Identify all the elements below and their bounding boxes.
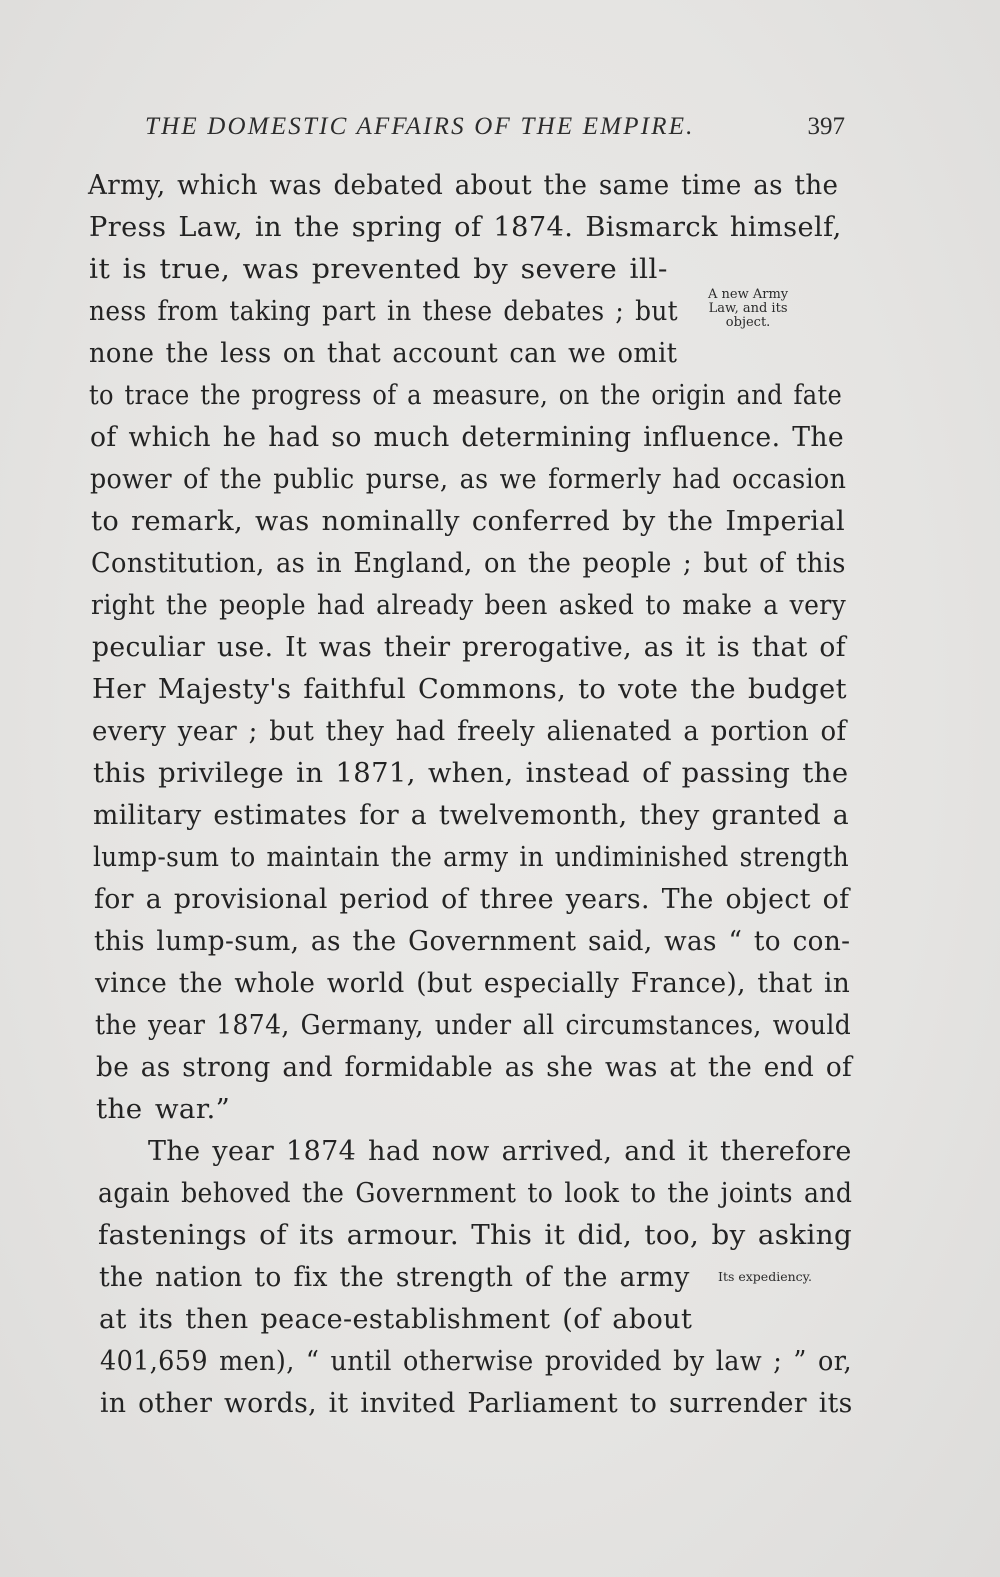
text-line: every year ; but they had freely alienated a portion of <box>92 715 847 747</box>
text-line: the nation to fix the strength of the army <box>99 1261 690 1293</box>
page-header <box>145 113 845 149</box>
text-line: lump-sum to maintain the army in undiminished strength <box>93 841 850 873</box>
text-line: Press Law, in the spring of 1874. Bismarck himself, <box>89 211 842 243</box>
text-line: vince the whole world (but especially France), that in <box>95 967 851 999</box>
text-line: Her Majesty's faithful Commons, to vote the budget <box>92 673 847 705</box>
text-line: in other words, it invited Parliament to surrender its <box>100 1387 853 1419</box>
text-line: Constitution, as in England, on the people ; but of this <box>91 547 846 579</box>
text-line: none the less on that account can we omit <box>89 337 678 369</box>
text-line: this privilege in 1871, when, instead of passing the <box>93 757 849 789</box>
text-line: peculiar use. It was their prerogative, as it is that of <box>92 631 847 663</box>
margin-note-expediency <box>718 1270 812 1284</box>
text-line: 401,659 men), “ until otherwise provided by law ; ” or, <box>100 1345 852 1377</box>
text-line: again behoved the Government to look to the joints and <box>98 1177 853 1209</box>
margin-note-line: Law, and its <box>708 301 788 316</box>
text-line: fastenings of its armour. This it did, too, by asking <box>98 1219 853 1251</box>
text-line: at its then peace-establishment (of about <box>99 1303 693 1335</box>
text-line: ness from taking part in these debates ; but <box>89 295 679 327</box>
text-line: this lump-sum, as the Government said, was “ to con- <box>94 925 851 957</box>
text-line: it is true, was prevented by severe ill- <box>89 253 668 285</box>
text-line: Army, which was debated about the same time as the <box>88 169 839 201</box>
margin-note-line: Its expediency. <box>718 1269 813 1284</box>
text-line: of which he had so much determining influence. The <box>90 421 845 453</box>
margin-note-new-army-law <box>708 288 788 330</box>
margin-note-line: A new Army <box>708 287 789 302</box>
page-number: 397 <box>807 113 845 140</box>
text-line: be as strong and formidable as she was at the end of <box>96 1051 853 1083</box>
text-line: the year 1874, Germany, under all circumstances, would <box>95 1009 852 1041</box>
text-line: to trace the progress of a measure, on the origin and fate <box>89 379 843 411</box>
text-line: power of the public purse, as we formerly had occasion <box>90 463 847 495</box>
text-line: right the people had already been asked to make a very <box>91 589 847 621</box>
running-title: THE DOMESTIC AFFAIRS OF THE EMPIRE. <box>145 113 695 140</box>
text-line: for a provisional period of three years. The object of <box>94 883 850 915</box>
text-line: military estimates for a twelvemonth, they granted a <box>93 799 850 831</box>
text-line: The year 1874 had now arrived, and it therefore <box>148 1135 852 1167</box>
text-line: the war.” <box>96 1093 231 1125</box>
text-line: to remark, was nominally conferred by the Imperial <box>91 505 846 537</box>
margin-note-line: object. <box>725 315 771 330</box>
